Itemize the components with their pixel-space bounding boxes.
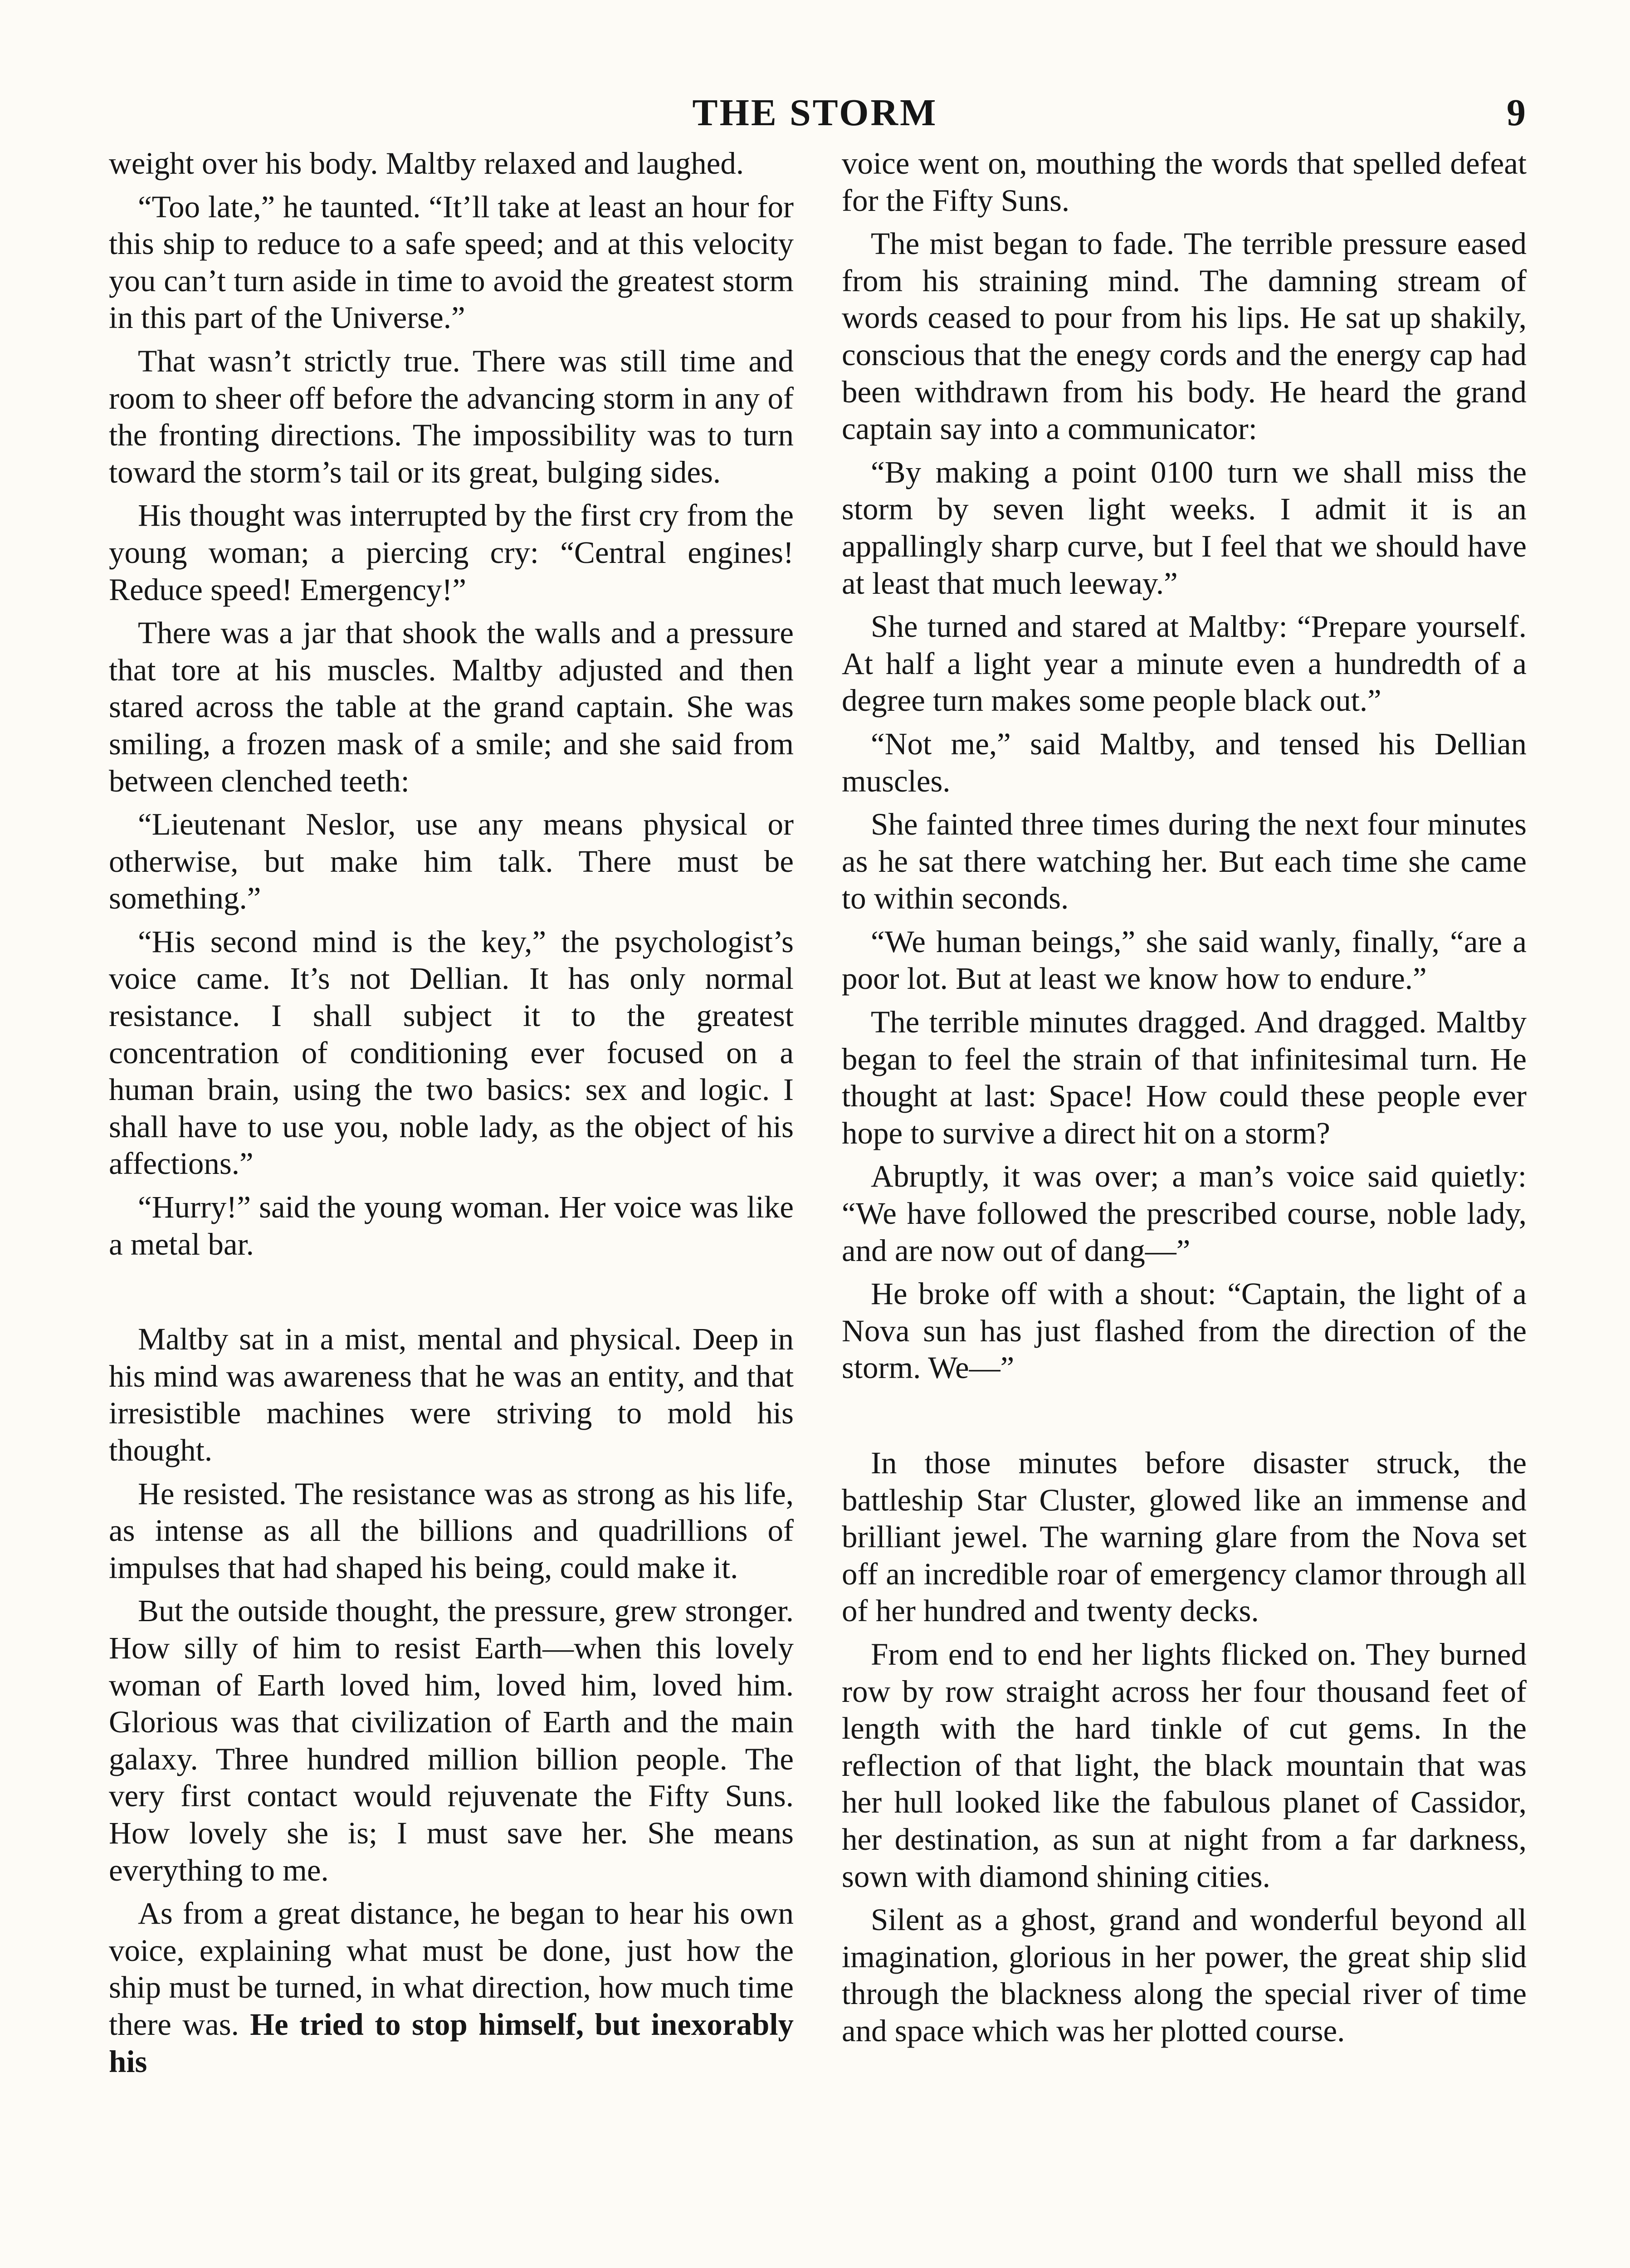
paragraph: “By making a point 0100 turn we shall miss the storm by seven light weeks. I admit it is an appallingly sharp curve, but I feel that we should have at least that much leeway.” [842, 455, 1527, 601]
paragraph: “His second mind is the key,” the psychologist’s voice came. It’s not Dellian. It has only normal resistance. I shall subject it to the greatest concentration of conditioning ever focused on a human brain, using the two basics: sex and logic. I shall have to use you, noble lady, as the object of his affections.” [109, 924, 794, 1181]
paragraph: “Not me,” said Maltby, and tensed his Dellian muscles. [842, 726, 1527, 798]
paragraph: Abruptly, it was over; a man’s voice said quietly: “We have followed the prescribed course, noble lady, and are now out of dang—” [842, 1159, 1527, 1268]
paragraph: Silent as a ghost, grand and wonderful beyond all imagination, glorious in her power, the great ship slid through the blackness along the special river of time and space which was her plotted course. [842, 1902, 1527, 2048]
bold-text: He tried to stop himself, but inexorably his [109, 2007, 794, 2079]
paragraph: “Hurry!” said the young woman. Her voice was like a metal bar. [109, 1190, 794, 1261]
paragraph: “Too late,” he taunted. “It’ll take at least an hour for this ship to reduce to a safe speed; and at this velocity you can’t turn aside in time to avoid the greatest storm in this part of the Universe.” [109, 189, 794, 335]
paragraph: voice went on, mouthing the words that spelled defeat for the Fifty Suns. [842, 146, 1527, 218]
paragraph: She turned and stared at Maltby: “Prepare yourself. At half a light year a minute even a hundredth of a degree turn makes some people black out.” [842, 609, 1527, 718]
paragraph: Maltby sat in a mist, mental and physical. Deep in his mind was awareness that he was an entity, and that irresistible machines were striving to mold his thought. [109, 1322, 794, 1467]
paragraph [109, 1895, 794, 2080]
paragraph: The mist began to fade. The terrible pressure eased from his straining mind. The damning stream of words ceased to pour from his lips. He sat up shakily, conscious that the enegy cords and the energy cap had been withdrawn from his body. He heard the grand captain say into a communicator: [842, 226, 1527, 446]
paragraph: From end to end her lights flicked on. They burned row by row straight across her four thousand feet of length with the hard tinkle of cut gems. In the reflection of that light, the black mountain that was her hull looked like the fabulous planet of Cassidor, her destination, as sun at night from a far darkness, sown with diamond shining cities. [842, 1637, 1527, 1894]
paragraph: She fainted three times during the next four minutes as he sat there watching her. But each time she came to within seconds. [842, 807, 1527, 916]
paragraph: His thought was interrupted by the first cry from the young woman; a piercing cry: “Central engines! Reduce speed! Emergency!” [109, 498, 794, 607]
story-title: THE STORM [692, 92, 938, 134]
right-column [842, 145, 1527, 2056]
paragraph: weight over his body. Maltby relaxed and laughed. [109, 146, 744, 181]
paragraph: The terrible minutes dragged. And dragged. Maltby began to feel the strain of that infinitesimal turn. He thought at last: Space! How could these people ever hope to survive a direct hit on a storm? [842, 1005, 1527, 1150]
paragraph: But the outside thought, the pressure, grew stronger. How silly of him to resist Earth—when this lovely woman of Earth loved him, loved him, loved him. Glorious was that civilization of Earth and the main galaxy. Three hundred million billion people. The very first contact would rejuvenate the Fifty Suns. How lovely she is; I must save her. She means everything to me. [109, 1593, 794, 1887]
paragraph: He broke off with a shout: “Captain, the light of a Nova sun has just flashed from the direction of the storm. We—” [842, 1276, 1527, 1385]
paragraph: There was a jar that shook the walls and a pressure that tore at his muscles. Maltby adjusted and then stared across the table at the grand captain. She was smiling, a frozen mask of a smile; and she said from between clenched teeth: [109, 616, 794, 798]
paragraph: He resisted. The resistance was as strong as his life, as intense as all the billions and quadrillions of impulses that had shaped his being, could make it. [109, 1476, 794, 1585]
paragraph: That wasn’t strictly true. There was still time and room to sheer off before the advancing storm in any of the fronting directions. The impossibility was to turn toward the storm’s tail or its great, bulging sides. [109, 343, 794, 489]
paragraph-text: As from a great distance, he began to hear his own voice, explaining what must be done, just how the ship must be turned, in what direction, how much time there was. [109, 1896, 794, 2042]
paragraph: “Lieutenant Neslor, use any means physical or otherwise, but make him talk. There must be something.” [109, 807, 794, 916]
page-header [0, 91, 1630, 141]
left-column [109, 145, 794, 2087]
paragraph: In those minutes before disaster struck, the battleship Star Cluster, glowed like an immense and brilliant jewel. The warning glare from the Nova set off an incredible roar of emergency clamor through all of her hundred and twenty decks. [842, 1446, 1527, 1628]
paragraph: “We human beings,” she said wanly, finally, “are a poor lot. But at least we know how to endure.” [842, 924, 1527, 996]
page-number: 9 [1507, 92, 1526, 134]
